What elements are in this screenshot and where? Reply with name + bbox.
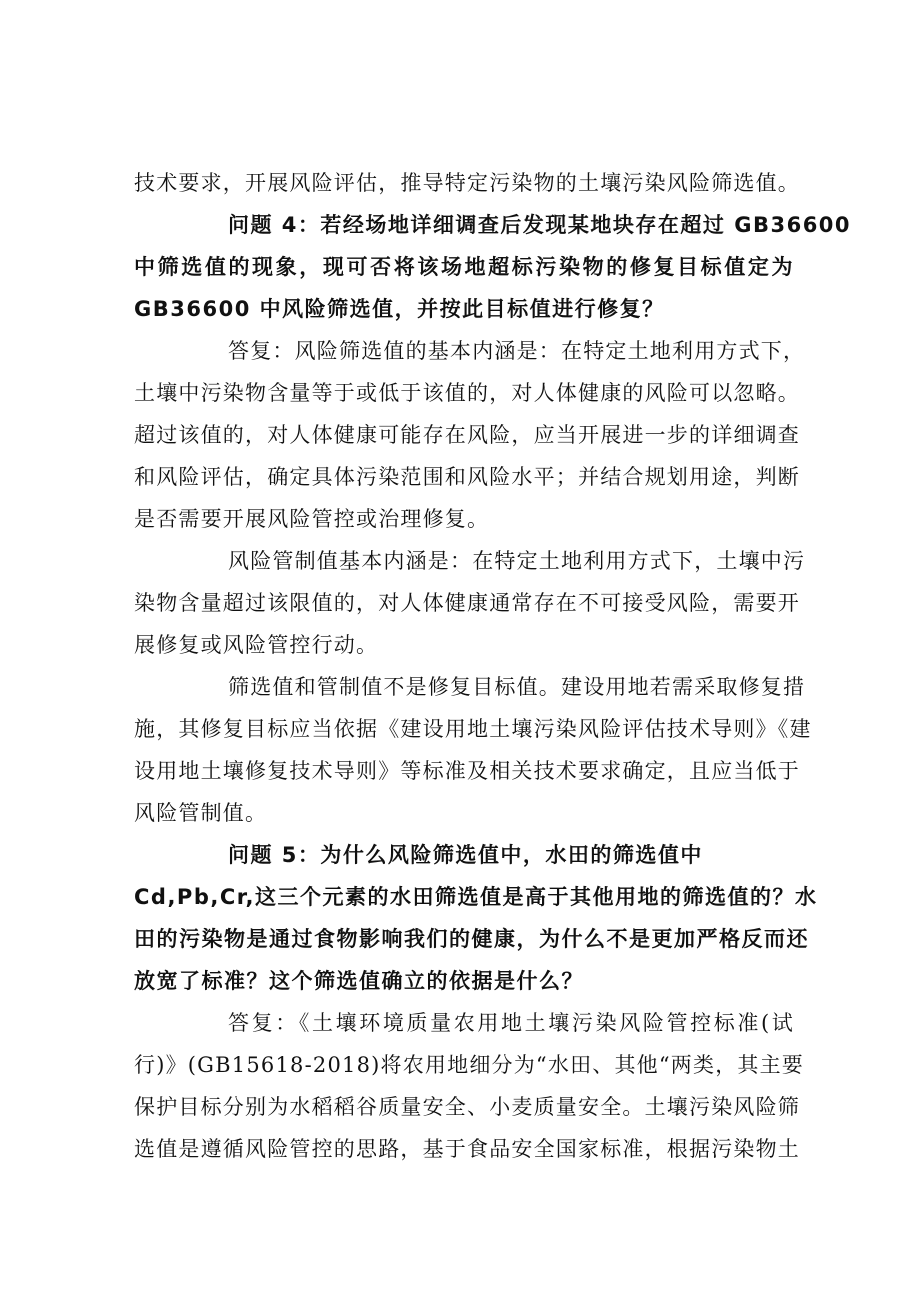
answer-4-paragraph: 是否需要开展风险管控或治理修复。 xyxy=(134,507,490,531)
paragraph-line: 技术要求，开展风险评估，推导特定污染物的土壤污染风险筛选值。 xyxy=(134,171,800,195)
remediation-paragraph: 筛选值和管制值不是修复目标值。建设用地若需采取修复措 xyxy=(228,675,806,699)
answer-4-paragraph: 和风险评估，确定具体污染范围和风险水平；并结合规划用途，判断 xyxy=(134,465,800,489)
question-5-heading: 问题 5：为什么风险筛选值中，水田的筛选值中 xyxy=(228,843,703,867)
answer-4-paragraph: 答复：风险筛选值的基本内涵是：在特定土地利用方式下， xyxy=(228,339,806,363)
answer-5-paragraph: 行)》(GB15618-2018)将农用地细分为“水田、其他“两类，其主要 xyxy=(134,1053,804,1077)
question-5-heading: Cd,Pb,Cr,这三个元素的水田筛选值是高于其他用地的筛选值的？水 xyxy=(134,885,818,909)
answer-4-paragraph: 土壤中污染物含量等于或低于该值的，对人体健康的风险可以忽略。 xyxy=(134,381,800,405)
remediation-paragraph: 设用地土壤修复技术导则》等标准及相关技术要求确定，且应当低于 xyxy=(134,759,800,783)
answer-5-paragraph: 选值是遵循风险管控的思路，基于食品安全国家标准，根据污染物土 xyxy=(134,1137,800,1161)
question-4-heading: GB36600 中风险筛选值，并按此目标值进行修复？ xyxy=(134,297,665,321)
question-4-heading: 中筛选值的现象，现可否将该场地超标污染物的修复目标值定为 xyxy=(134,255,794,279)
question-4-heading: 问题 4：若经场地详细调查后发现某地块存在超过 GB36600 xyxy=(228,213,852,237)
question-5-heading: 田的污染物是通过食物影响我们的健康，为什么不是更加严格反而还 xyxy=(134,927,809,951)
answer-5-paragraph: 答复：《土壤环境质量农用地土壤污染风险管控标准(试 xyxy=(228,1011,794,1035)
control-value-paragraph: 展修复或风险管控行动。 xyxy=(134,633,379,657)
answer-5-paragraph: 保护目标分别为水稻稻谷质量安全、小麦质量安全。土壤污染风险筛 xyxy=(134,1095,800,1119)
remediation-paragraph: 风险管制值。 xyxy=(134,801,268,825)
question-5-heading: 放宽了标准？这个筛选值确立的依据是什么？ xyxy=(134,969,584,993)
remediation-paragraph: 施，其修复目标应当依据《建设用地土壤污染风险评估技术导则》《建 xyxy=(134,717,812,741)
answer-4-paragraph: 超过该值的，对人体健康可能存在风险，应当开展进一步的详细调查 xyxy=(134,423,800,447)
control-value-paragraph: 染物含量超过该限值的，对人体健康通常存在不可接受风险，需要开 xyxy=(134,591,800,615)
control-value-paragraph: 风险管制值基本内涵是：在特定土地利用方式下，土壤中污 xyxy=(228,549,806,573)
